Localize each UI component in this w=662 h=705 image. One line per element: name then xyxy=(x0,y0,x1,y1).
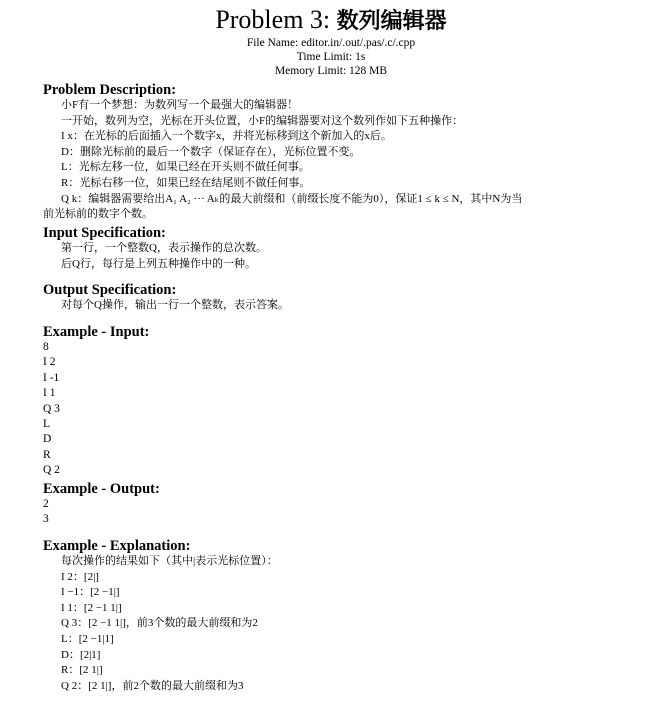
explanation-line: Q 3：[2 −1 1|]，前3个数的最大前缀和为2 xyxy=(61,617,258,630)
explanation-line: I −1：[2 −1|] xyxy=(61,586,120,599)
example-input-line: 8 xyxy=(43,341,49,353)
example-explanation-section xyxy=(43,538,643,694)
example-input-line: I 1 xyxy=(43,387,56,400)
problem-description-section xyxy=(43,82,643,223)
explanation-line: Q 2：[2 1|]，前2个数的最大前缀和为3 xyxy=(61,679,244,692)
explanation-line: R：[2 1|] xyxy=(61,664,103,677)
output-spec-line: 对每个Q操作，输出一行一个整数，表示答案。 xyxy=(61,299,289,311)
time-limit: Time Limit: 1s xyxy=(296,51,366,63)
description-line: 一开始，数列为空，光标在开头位置，小F的编辑器要对这个数列作如下五种操作： xyxy=(61,114,464,127)
description-line: 前光标前的数字个数。 xyxy=(43,208,153,221)
title-prefix: Problem 3: xyxy=(215,5,337,34)
file-name: File Name: editor.in/.out/.pas/.c/.cpp xyxy=(246,37,416,49)
example-output-line: 2 xyxy=(43,498,49,510)
description-line: Q k：编辑器需要给出A₁ A₂ ··· Aₖ的最大前缀和（前缀长度不能为0），保证1 ≤ k ≤ N，其中N为当 xyxy=(61,192,523,205)
example-input-line: Q 2 xyxy=(43,464,60,477)
example-input-line: Q 3 xyxy=(43,402,60,415)
input-spec-line: 后Q行，每行是上列五种操作中的一种。 xyxy=(61,257,256,270)
description-line: D：删除光标前的最后一个数字（保证存在），光标位置不变。 xyxy=(61,145,361,158)
example-explanation-heading: Example - Explanation: xyxy=(43,538,191,554)
explanation-line: D：[2|1] xyxy=(61,648,101,661)
example-input-list xyxy=(43,340,643,479)
problem-header xyxy=(0,6,662,78)
title-chinese: 数列编辑器 xyxy=(336,9,447,34)
explanation-line: L：[2 −1|1] xyxy=(61,632,114,645)
output-specification-heading: Output Specification: xyxy=(43,282,177,298)
problem-title xyxy=(0,6,662,36)
example-input-line: R xyxy=(43,448,51,461)
input-spec-line: 第一行，一个整数Q，表示操作的总次数。 xyxy=(61,242,267,254)
example-output-list xyxy=(43,497,643,528)
example-input-line: I -1 xyxy=(43,371,60,384)
example-input-line: I 2 xyxy=(43,356,56,369)
problem-description-heading: Problem Description: xyxy=(43,82,177,98)
example-output-section xyxy=(43,481,643,528)
example-input-section xyxy=(43,324,643,479)
example-input-line: L xyxy=(43,418,51,431)
example-input-line: D xyxy=(43,433,52,446)
memory-limit: Memory Limit: 128 MB xyxy=(274,65,388,77)
description-line: L：光标左移一位，如果已经在开头则不做任何事。 xyxy=(61,161,310,174)
explanation-line: I 2：[2|] xyxy=(61,570,99,583)
description-line: 小F有一个梦想：为数列写一个最强大的编辑器！ xyxy=(61,99,299,111)
explanation-line: 每次操作的结果如下（其中|表示光标位置）： xyxy=(61,555,278,567)
input-specification-section xyxy=(43,225,643,272)
example-output-line: 3 xyxy=(43,513,49,526)
output-specification-section xyxy=(43,282,643,314)
example-input-heading: Example - Input: xyxy=(43,324,150,340)
explanation-line: I 1：[2 −1 1|] xyxy=(61,601,122,614)
description-line: I x：在光标的后面插入一个数字x，并将光标移到这个新加入的x后。 xyxy=(61,130,392,143)
example-output-heading: Example - Output: xyxy=(43,481,160,497)
description-line: R：光标右移一位，如果已经在结尾则不做任何事。 xyxy=(61,176,311,189)
input-specification-heading: Input Specification: xyxy=(43,225,166,241)
